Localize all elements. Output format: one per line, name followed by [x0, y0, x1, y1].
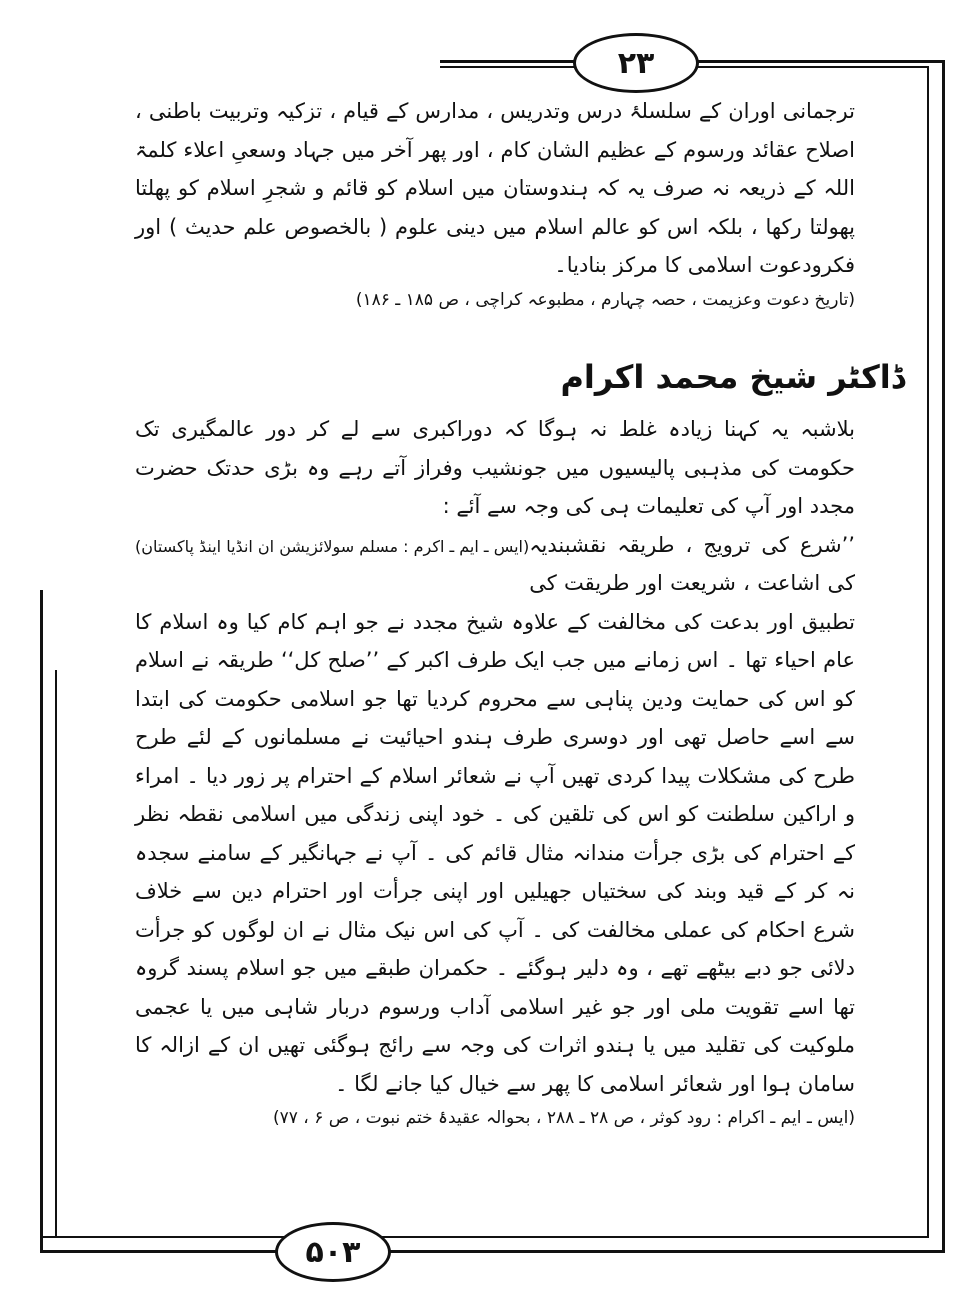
section-heading: ڈاکٹر شیخ محمد اکرام [560, 358, 905, 396]
main-text-block [135, 410, 855, 1133]
frame-bottom-line [40, 1250, 945, 1253]
citation-rood-kausar: (ایس ـ ایم ـ اکرام : رود کوثر ، ص ۲۸ ـ ۲۸۸ ، بحوالہ عقیدۂ ختم نبوت ، ص ۶ ، ۷۷) [273, 1108, 855, 1128]
citation-tareekh-dawat: (تاریخ دعوت وعزیمت ، حصہ چہارم ، مطبوعہ کراچی ، ص ۱۸۵ ـ ۱۸۶) [355, 289, 855, 310]
intro-paragraph [135, 410, 855, 556]
frame-left-line-inner [55, 670, 57, 1238]
frame-right-line [942, 60, 945, 1250]
main-quote-paragraph: ’’شرع کی ترویج ، طریقہ نقشبندیہ کی اشاعت ، شریعت اور طریقت کی تطبیق اور بدعت کی مخالفت کے علاوہ شیخ مجدد نے جو اہم کام کیا وہ اسلام کا عام احیاء تھا ۔ اس زمانے میں جب ایک طرف اکبر کے ’’صلح کل‘‘ طریقہ نے اسلام کو اس کی حمایت ودین پناہی سے محروم کردیا تھا جو اسلامی حکومت کی ابتدا سے اسے حاصل تھی اور دوسری طرف ہندو احیائیت نے مسلمانوں کے لئے طرح طرح کی مشکلات پیدا کردی تھیں آپ نے شعائر اسلام کے احترام پر زور دیا ۔ امراء و اراکین سلطنت کو اس کی تلقین کی ۔ خود اپنی زندگی میں اسلامی نقطہ نظر کے احترام کی بڑی جرأت مندانہ مثال قائم کی ۔ آپ نے جہانگیر کے سامنے سجدہ نہ کر کے قید وبند کی سختیاں جھیلیں اور اپنی جرأت اور احترام دین سے خلاف شرع احکام کی عملی مخالفت کی ۔ آپ کی اس نیک مثال نے ان لوگوں کو جرأت دلائی جو دبے بیٹھے تھے ، وہ دلیر ہوگئے ۔ حکمران طبقے میں جو اسلام پسند گروہ تھا اسے تقویت ملی اور جو غیر اسلامی آداب ورسوم دربار شاہی میں یا عجمی ملوکیت کی تقلید میں یا ہندو اثرات کی وجہ سے رائج ہوگئی تھیں ان کے ازالہ کا سامان ہوا اور شعائر اسلامی کا پھر سے خیال کیا جانے لگا ۔ [135, 532, 855, 1096]
frame-left-line [40, 590, 43, 1253]
top-page-number: ۲۳ [573, 33, 699, 93]
quote-continuation-block [135, 92, 855, 315]
frame-right-line-inner [927, 66, 929, 1236]
quote-paragraph: ترجمانی اوران کے سلسلۂ درس وتدریس ، مدارس کے قیام ، تزکیہ وتربیت باطنی ، اصلاح عقائد ورسوم کے عظیم الشان کام ، اور پھر آخر میں جہاد وسعیِ اعلاء کلمۃ اللہ کے ذریعہ نہ صرف یہ کہ ہندوستان میں اسلام کو قائم و شجرِ اسلام کو پھلتا پھولتا رکھا ، بلکہ اس کو عالم اسلام میں دینی علوم ( بالخصوص علم حدیث ) اور فکرودعوت اسلامی کا مرکز بنادیا۔ [135, 99, 855, 277]
frame-bottom-line-inner [40, 1236, 929, 1238]
intro-text: بلاشبہ یہ کہنا زیادہ غلط نہ ہوگا کہ دوراکبری سے لے کر دور عالمگیری تک حکومت کی مذہبی پالیسیوں میں جونشیب وفراز آتے رہے وہ بڑی حدتک حضرت مجدد اور آپ کی تعلیمات ہی کی وجہ سے آئے : [135, 417, 855, 518]
citation-civilization: (ایس ـ ایم ـ اکرم : مسلم سولائزیشن ان انڈیا اینڈ پاکستان) [135, 536, 530, 556]
bottom-page-number: ۵۰۳ [275, 1222, 391, 1282]
